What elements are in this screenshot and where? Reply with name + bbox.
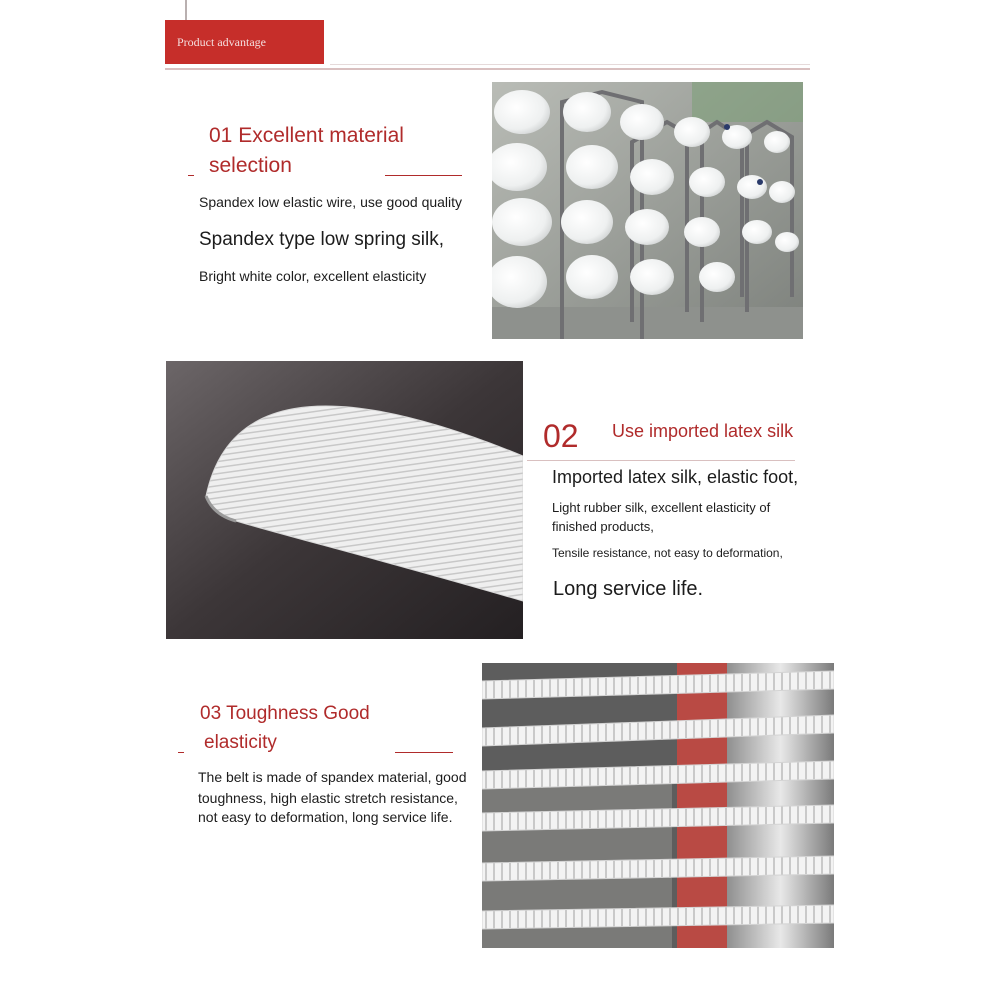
section1-line2: Spandex type low spring silk, bbox=[199, 229, 445, 250]
top-divider bbox=[185, 0, 187, 20]
section3-title-line1: 03 Toughness Good bbox=[200, 703, 370, 724]
header-rule-thin bbox=[330, 64, 810, 65]
section2-number: 02 bbox=[543, 418, 579, 454]
section3-line3: not easy to deformation, long service life. bbox=[198, 809, 453, 825]
section2-underline bbox=[527, 460, 795, 461]
section2-line1: Imported latex silk, elastic foot, bbox=[552, 467, 799, 487]
elastic-band-photo bbox=[166, 361, 523, 639]
section2-title: Use imported latex silk bbox=[612, 421, 794, 441]
section3-line2: toughness, high elastic stretch resistance, bbox=[198, 790, 458, 806]
section1-line1: Spandex low elastic wire, use good quality bbox=[199, 194, 463, 210]
section1-title-line2: selection bbox=[209, 154, 292, 177]
section-banner: Product advantage bbox=[165, 20, 324, 64]
section2-line2a: Light rubber silk, excellent elasticity of bbox=[552, 500, 771, 515]
section1-line3: Bright white color, excellent elasticity bbox=[199, 268, 427, 284]
section2-line2b: finished products, bbox=[552, 519, 654, 534]
section2-line4: Long service life. bbox=[553, 578, 704, 600]
section1-title-line1: 01 Excellent material bbox=[209, 124, 404, 147]
section1-underline-left bbox=[188, 175, 194, 176]
section3-underline-right bbox=[395, 752, 453, 753]
header-rule bbox=[165, 68, 810, 70]
section3-line1: The belt is made of spandex material, good bbox=[198, 769, 467, 785]
section2-line3: Tensile resistance, not easy to deformation, bbox=[552, 546, 783, 560]
elastic-strips-photo bbox=[482, 663, 834, 948]
yarn-spools-photo bbox=[492, 82, 803, 339]
section1-underline-right bbox=[385, 175, 462, 176]
section3-underline-left bbox=[178, 752, 184, 753]
section3-title-line2: elasticity bbox=[204, 732, 277, 753]
